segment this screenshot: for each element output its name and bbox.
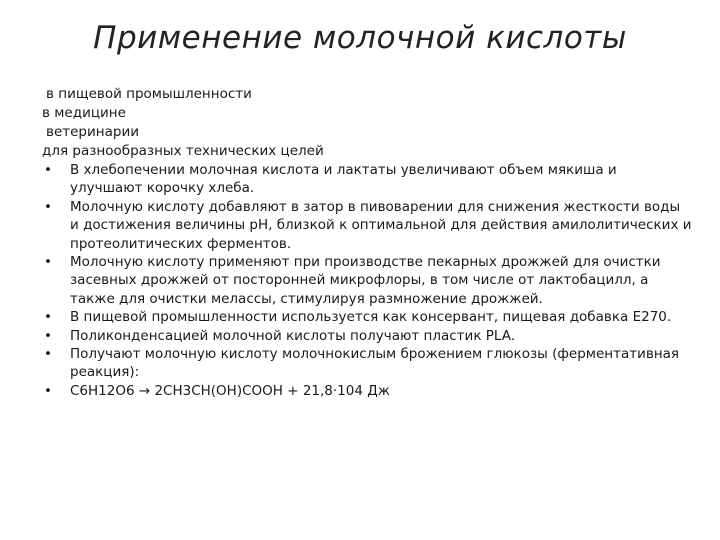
bullet-text: Молочную кислоту добавляют в затор в пивоварении для снижения жесткости воды и достижения величины рН, близкой к оптимальной для действия амилолитических и протеолитических ферментов. [70,198,692,252]
bullet-item [42,161,692,198]
intro-line-medicine: в медицине [42,105,126,121]
bullet-text: В пищевой промышленности используется как консервант, пищевая добавка Е270. [70,309,672,326]
bullet-item [42,345,692,382]
bullet-text: Получают молочную кислоту молочнокислым брожением глюкозы (ферментативная реакция): [70,346,680,381]
bullet-icon: • [44,327,52,344]
bullet-item [42,327,692,345]
bullet-icon: • [44,254,52,271]
bullet-icon: • [44,346,52,363]
bullet-text: В хлебопечении молочная кислота и лактаты увеличивают объем мякиша и улучшают корочку хлеба. [70,162,617,197]
intro-line-veterinary: ветеринарии [46,124,139,140]
bullet-item [42,253,692,308]
bullet-item [42,382,692,400]
bullet-text: С6Н12О6 → 2СН3СН(ОН)СООН + 21,8·104 Дж [70,382,390,399]
intro-line-technical: для разнообразных технических целей [42,143,324,159]
bullet-item [42,308,692,326]
bullet-icon: • [44,382,52,399]
bullet-text: Молочную кислоту применяют при производстве пекарных дрожжей для очистки засевных дрожжей от посторонней микрофлоры, в том числе от лактобацилл, а также для очистки мелассы, стимулируя размножение дрожжей. [70,254,661,307]
bullet-item [42,198,692,253]
bullet-list [42,161,692,400]
bullet-icon: • [44,309,52,326]
intro-line-food-industry: в пищевой промышленности [46,86,252,102]
slide-title: Применение молочной кислоты [93,20,627,56]
bullet-text: Поликонденсацией молочной кислоты получают пластик PLA. [70,327,516,344]
intro-list [42,85,692,161]
bullet-icon: • [44,198,52,215]
bullet-icon: • [44,162,52,178]
